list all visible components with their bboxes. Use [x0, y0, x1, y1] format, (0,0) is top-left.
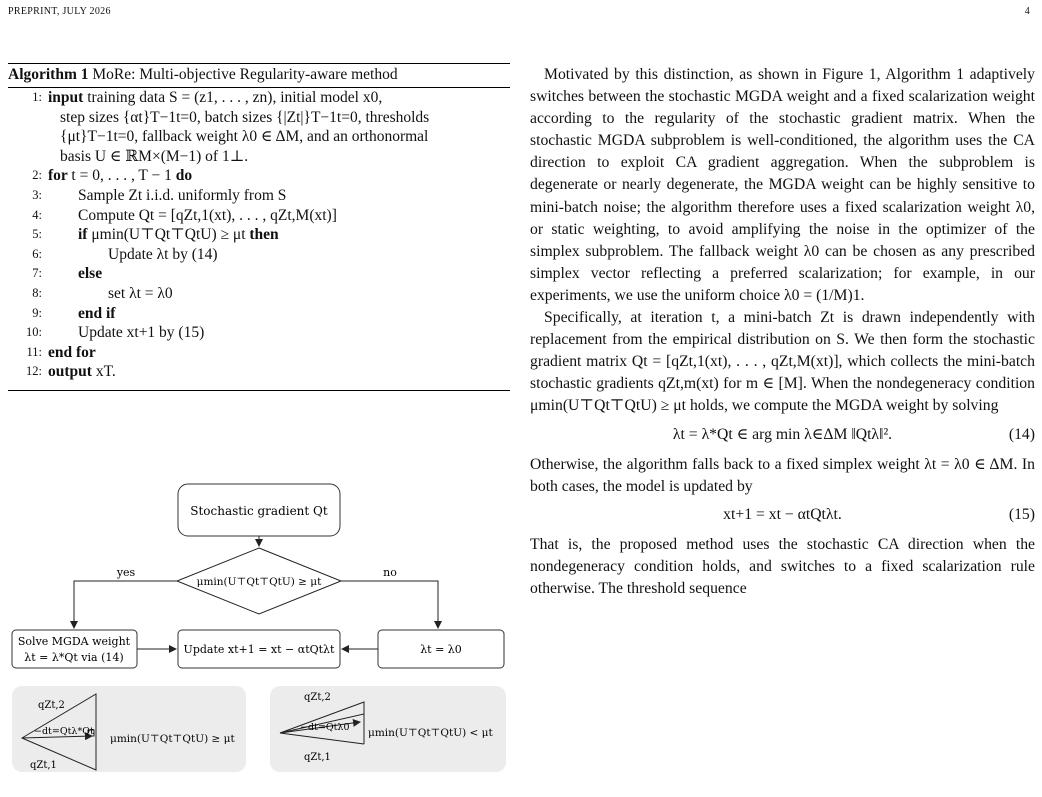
panel-left-condition: μmin(U⊤Qt⊤QtU) ≥ μt [110, 733, 235, 745]
algorithm-statement: training data S = (z1, . . . , zn), initial model x0, [87, 89, 383, 106]
algorithm-line [8, 186, 510, 206]
label-no: no [383, 566, 397, 579]
algorithm-line-number: 8: [32, 285, 42, 300]
algorithm-line [8, 88, 510, 108]
arrow-yes [74, 581, 177, 628]
algorithm-line-text [48, 304, 510, 324]
node-solve-mgda-line2: λt = λ*Qt via (14) [24, 651, 124, 664]
algorithm-statement: Update xt+1 by (15) [78, 324, 205, 342]
algorithm-bottom-rule [8, 390, 510, 391]
algorithm-box [8, 63, 510, 391]
algorithm-title-text: MoRe: Multi-objective Regularity-aware method [92, 66, 398, 83]
algorithm-statement: Compute Qt = [qZt,1(xt), . . . , qZt,M(xt)] [78, 206, 337, 224]
algorithm-line-number: 1: [32, 90, 42, 104]
algorithm-line-number: 10: [26, 325, 42, 340]
algorithm-line [8, 264, 510, 284]
algorithm-line-text [48, 108, 510, 128]
algorithm-keyword: else [78, 265, 103, 283]
algorithm-keyword: end if [78, 304, 116, 322]
node-solve-mgda-line1: Solve MGDA weight [17, 635, 131, 648]
algorithm-line-number: 7: [32, 266, 42, 281]
algorithm-statement: set λt = λ0 [108, 284, 173, 302]
algorithm-label: Algorithm 1 [8, 66, 89, 83]
algorithm-line-number: 4: [32, 207, 42, 222]
algorithm-statement: basis U ∈ ℝM×(M−1) of 1⊥. [60, 147, 249, 165]
algorithm-line [8, 343, 510, 363]
algorithm-line [8, 304, 510, 324]
paragraph-3: Otherwise, the algorithm falls back to a fixed simplex weight λt = λ0 ∈ ΔM. In both cases, the model is updated by [530, 455, 1035, 495]
figure-flowchart [8, 478, 510, 778]
algorithm-line-number: 12: [26, 364, 42, 379]
node-fallback-label: λt = λ0 [420, 643, 462, 656]
node-start-label: Stochastic gradient Qt [190, 504, 328, 518]
algorithm-line [8, 166, 510, 186]
paragraph-2: Specifically, at iteration t, a mini-batch Zt is drawn independently with replacement from the empirical distribution on S. We then form the stochastic gradient matrix Qt = [qZt,1(xt), . . . , qZt,M(xt)], which collects the mini-batch stochastic gradients qZt,m(xt) for m ∈ [M]. When the nondegeneracy condition μmin(U⊤Qt⊤QtU) ≥ μt holds, we compute the MGDA weight by solving [530, 309, 1035, 415]
algorithm-line-text [48, 225, 510, 245]
algorithm-line [8, 245, 510, 265]
algorithm-title [8, 64, 510, 87]
algorithm-statement: Sample Zt i.i.d. uniformly from S [78, 186, 287, 204]
algorithm-line [8, 284, 510, 304]
algorithm-statement: xT. [95, 363, 116, 381]
algorithm-line-number: 6: [32, 246, 42, 261]
algorithm-line [8, 323, 510, 343]
equation-14-body: λt = λ*Qt ∈ arg min λ∈ΔM ‖Qtλ‖². [672, 425, 893, 443]
algorithm-line-number [8, 127, 48, 147]
arrow-no [341, 581, 438, 628]
flowchart-svg [8, 478, 510, 778]
equation-15 [530, 504, 1035, 526]
label-yes: yes [116, 566, 136, 579]
algorithm-line-text [48, 264, 510, 284]
algorithm-line-text [48, 166, 510, 186]
node-update-label: Update xt+1 = xt − αtQtλt [183, 643, 335, 656]
panel-left-q2: qZt,2 [38, 700, 65, 711]
algorithm-line [8, 127, 510, 147]
panel-right-d: −dt=Qtλ0 [300, 722, 350, 733]
algorithm-keyword: if [78, 226, 92, 244]
panel-left-d: −dt=Qtλ*Qt [34, 726, 94, 737]
panel-left-q1: qZt,1 [30, 760, 57, 771]
equation-14-number: (14) [1008, 425, 1035, 443]
algorithm-line [8, 147, 510, 167]
algorithm-line-text [48, 245, 510, 265]
running-header: PREPRINT, JULY 2026 [8, 6, 111, 17]
algorithm-keyword: then [245, 226, 279, 244]
equation-15-number: (15) [1008, 505, 1035, 523]
algorithm-line [8, 206, 510, 226]
algorithm-line [8, 362, 510, 382]
algorithm-keyword: input [48, 89, 88, 106]
algorithm-statement: μmin(U⊤Qt⊤QtU) ≥ μt [91, 226, 246, 244]
algorithm-line-number: 2: [32, 168, 42, 183]
algorithm-line-number [8, 147, 48, 167]
body-text-column [530, 64, 1035, 600]
panel-right-q2: qZt,2 [304, 692, 331, 703]
equation-15-body: xt+1 = xt − αtQtλt. [723, 505, 842, 523]
algorithm-line-text [48, 206, 510, 226]
algorithm-line-text [48, 362, 510, 382]
algorithm-line-text [48, 343, 510, 363]
algorithm-line-number [8, 108, 48, 128]
paragraph-1: Motivated by this distinction, as shown in Figure 1, Algorithm 1 adaptively switches between the stochastic MGDA weight and a fixed scalarization weight according to the regularity of the stochastic gradient matrix. When the stochastic MGDA subproblem is well-conditioned, the algorithm uses the CA direction to exploit CA gradient aggregation. When the subproblem is degenerate or nearly degenerate, the MGDA weight can be highly sensitive to mini-batch noise; the algorithm therefore uses a fixed scalarization weight λ0, or static weighting, to avoid amplifying the noise in the optimizer of the simplex subproblem. The fallback weight λ0 can be chosen as any prescribed simplex vector reflecting a preferred scalarization; for example, in our experiments, we use the uniform choice λ0 = (1/M)1. [530, 66, 1035, 304]
panel-right-q1: qZt,1 [304, 752, 331, 763]
panel-right-q1-line [280, 733, 364, 744]
algorithm-keyword: do [171, 167, 193, 185]
equation-14 [530, 424, 1035, 446]
algorithm-line-text [48, 284, 510, 304]
algorithm-line-text [48, 186, 510, 206]
algorithm-keyword: for [48, 167, 72, 185]
algorithm-line-number: 3: [32, 187, 42, 202]
algorithm-line-text [48, 127, 510, 147]
algorithm-statement: step sizes {αt}T−1t=0, batch sizes {|Zt|}T−1t=0, thresholds [60, 108, 430, 126]
algorithm-statement: Update λt by (14) [108, 245, 218, 263]
algorithm-keyword: output [48, 363, 96, 381]
algorithm-line-number: 5: [32, 227, 42, 242]
algorithm-line-text [48, 147, 510, 167]
algorithm-lines [8, 88, 510, 382]
algorithm-line-number: 9: [32, 305, 42, 320]
algorithm-line-number: 11: [26, 344, 42, 359]
algorithm-statement: t = 0, . . . , T − 1 [71, 167, 172, 185]
node-decision-label: μmin(U⊤Qt⊤QtU) ≥ μt [196, 576, 322, 588]
algorithm-line-text [48, 88, 510, 108]
panel-right-condition: μmin(U⊤Qt⊤QtU) < μt [368, 727, 493, 739]
algorithm-line-text [48, 323, 510, 343]
paragraph-4: That is, the proposed method uses the stochastic CA direction when the nondegeneracy condition holds, and switches to a fixed scalarization rule otherwise. The threshold sequence [530, 535, 1035, 598]
algorithm-keyword: end for [48, 343, 96, 361]
algorithm-line [8, 225, 510, 245]
algorithm-line [8, 108, 510, 128]
algorithm-statement: {μt}T−1t=0, fallback weight λ0 ∈ ΔM, and an orthonormal [60, 128, 429, 146]
page-number: 4 [1024, 6, 1030, 17]
